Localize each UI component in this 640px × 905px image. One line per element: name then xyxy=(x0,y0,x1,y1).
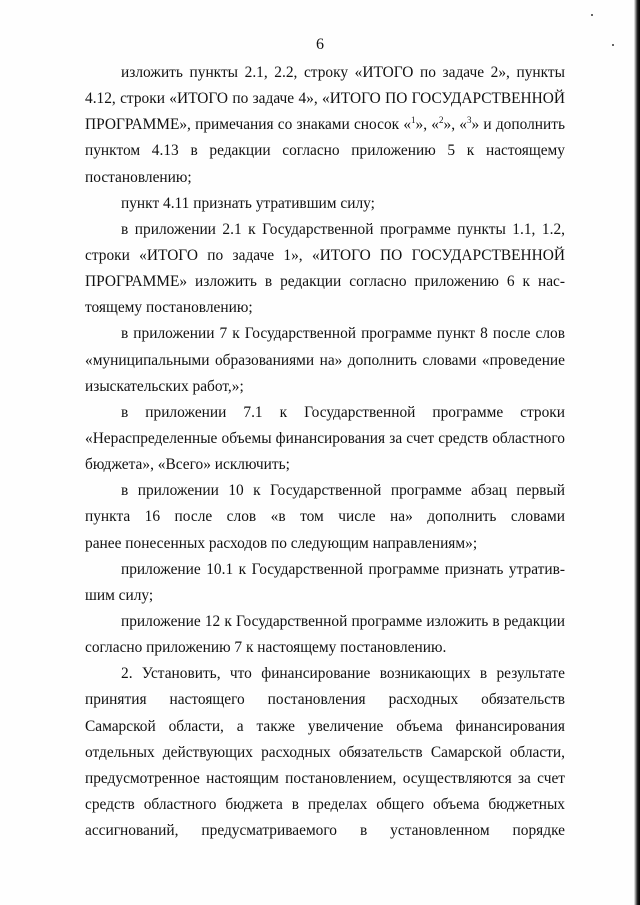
scan-edge-shadow xyxy=(634,0,640,905)
text-segment: » и дополнить xyxy=(471,116,565,134)
text-line: в приложении 7.1 к Государственной программе строки xyxy=(121,403,565,421)
text-line: в приложении 7 к Государственной программе пункт 8 после слов xyxy=(121,325,565,343)
footnote-mark: 3 xyxy=(466,115,472,126)
text-line: постановлению; xyxy=(85,168,192,186)
text-line: отдельных действующих расходных обязательств Самарской области, xyxy=(85,743,565,761)
page-number: 6 xyxy=(316,36,324,53)
text-line: пункта 16 после слов «в том числе на» дополнить словами xyxy=(85,508,565,526)
text-line: ПРОГРАММЕ» изложить в редакции согласно приложению 6 к нас- xyxy=(85,273,565,291)
text-line: приложение 12 к Государственной программе изложить в редакции xyxy=(121,612,565,630)
text-line: 2. Установить, что финансирование возникающих в результате xyxy=(121,665,565,683)
text-line: «Нераспределенные объемы финансирования за счет средств областного xyxy=(85,429,565,447)
scan-speck xyxy=(591,14,593,16)
text-line: пунктом 4.13 в редакции согласно приложению 5 к настоящему xyxy=(85,142,565,160)
text-line: строки «ИТОГО по задаче 1», «ИТОГО ПО ГОСУДАРСТВЕННОЙ xyxy=(85,246,565,264)
text-segment: », « xyxy=(443,116,467,134)
text-line: ассигнований, предусматриваемого в установленном порядке xyxy=(85,822,565,840)
footnote-mark: 2 xyxy=(439,115,444,126)
text-segment: », « xyxy=(415,116,440,134)
text-line: ранее понесенных расходов по следующим направлениям»; xyxy=(85,534,478,552)
text-line: изложить пункты 2.1, 2.2, строку «ИТОГО по задаче 2», пункты xyxy=(121,64,565,81)
text-line: пункт 4.11 признать утратившим силу; xyxy=(121,194,375,212)
text-line: изыскательских работ,»; xyxy=(85,377,244,395)
footnote-mark: 1 xyxy=(411,115,416,126)
text-line: предусмотренное настоящим постановлением, осуществляются за счет xyxy=(85,769,565,787)
text-line: «муниципальными образованиями на» дополнить словами «проведение xyxy=(85,351,565,369)
text-line: 4.12, строки «ИТОГО по задаче 4», «ИТОГО ПО ГОСУДАРСТВЕННОЙ xyxy=(85,90,565,108)
text-line xyxy=(85,112,565,138)
text-line: Самарской области, а также увеличение объема финансирования xyxy=(85,717,565,735)
text-line: тоящему постановлению; xyxy=(85,299,253,317)
text-line: бюджета», «Всего» исключить; xyxy=(85,456,290,474)
text-line: приложение 10.1 к Государственной программе признать утратив- xyxy=(121,560,565,578)
document-body xyxy=(85,60,565,844)
text-line: принятия настоящего постановления расходных обязательств xyxy=(85,691,565,709)
text-line: средств областного бюджета в пределах общего объема бюджетных xyxy=(85,795,565,813)
text-line: шим силу; xyxy=(85,586,154,604)
text-line: согласно приложению 7 к настоящему постановлению. xyxy=(85,639,447,657)
text-segment: ПРОГРАММЕ», примечания со знаками сносок « xyxy=(85,116,412,134)
text-line: в приложении 2.1 к Государственной программе пункты 1.1, 1.2, xyxy=(121,220,565,238)
text-line: в приложении 10 к Государственной программе абзац первый xyxy=(121,482,565,500)
